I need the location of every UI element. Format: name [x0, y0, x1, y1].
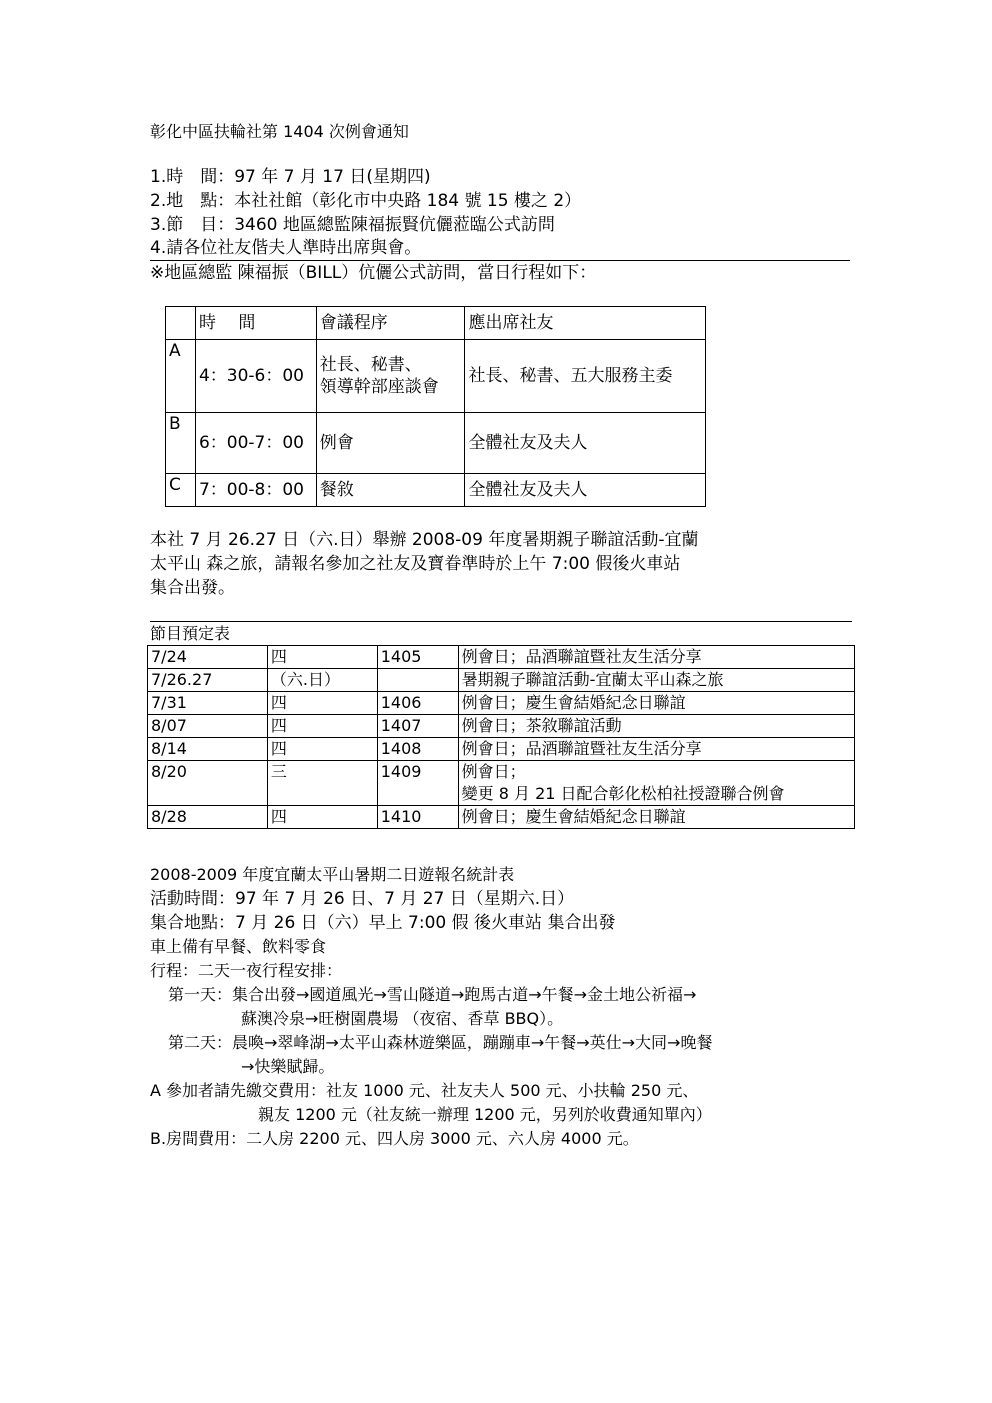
trip-place: 集合地點：7 月 26 日（六）早上 7:00 假 後火車站 集合出發	[150, 913, 616, 933]
trip-time: 活動時間：97 年 7 月 26 日、7 月 27 日（星期六.日）	[150, 889, 575, 909]
trip-day1-line: 第一天：集合出發→國道風光→雪山隧道→跑馬古道→午餐→金土地公祈福→	[168, 985, 697, 1004]
notice-item-attend: 4.請各位社友偕夫人準時出席與會。	[150, 238, 422, 258]
trip-day2-line: 第二天：晨喚→翠峰湖→太平山森林遊樂區，蹦蹦車→午餐→英仕→大同→晚餐	[168, 1033, 713, 1052]
row-meeting-no: 1405	[377, 646, 458, 669]
row-desc-line: 例會日；	[461, 762, 526, 781]
row-day: 四	[267, 715, 377, 738]
row-attendees: 全體社友及夫人	[465, 413, 706, 474]
table-header-row	[166, 307, 706, 340]
row-desc: 例會日；慶生會結婚紀念日聯誼	[458, 806, 854, 829]
table-row	[148, 761, 855, 806]
row-date: 8/20	[148, 761, 268, 806]
trip-title: 2008-2009 年度宜蘭太平山暑期二日遊報名統計表	[150, 865, 515, 884]
row-program: 例會	[316, 413, 465, 474]
row-time: 4：30-6：00	[195, 340, 316, 413]
table-row	[148, 692, 855, 715]
trip-fee-line: A 參加者請先繳交費用：社友 1000 元、社友夫人 500 元、小扶輪 250 元、	[150, 1081, 699, 1100]
row-day: 四	[267, 806, 377, 829]
row-desc: 例會日；茶敘聯誼活動	[458, 715, 854, 738]
table-row	[166, 474, 706, 507]
row-desc: 暑期親子聯誼活動-宜蘭太平山森之旅	[458, 669, 854, 692]
table-header-cell: 會議程序	[316, 307, 465, 340]
table-row	[148, 669, 855, 692]
row-date: 8/28	[148, 806, 268, 829]
trip-notice-line: 本社 7 月 26.27 日（六.日）舉辦 2008-09 年度暑期親子聯誼活動-宜蘭	[150, 530, 699, 550]
row-attendees: 全體社友及夫人	[465, 474, 706, 507]
trip-room-fee: B.房間費用：二人房 2200 元、四人房 3000 元、六人房 4000 元。	[150, 1129, 639, 1148]
table-row	[166, 340, 706, 413]
row-date: 8/07	[148, 715, 268, 738]
table-row	[148, 715, 855, 738]
row-desc: 例會日；品酒聯誼暨社友生活分享	[458, 646, 854, 669]
row-time: 6：00-7：00	[195, 413, 316, 474]
table-row	[148, 738, 855, 761]
row-program: 餐敘	[316, 474, 465, 507]
trip-notice-line: 集合出發。	[150, 578, 235, 598]
row-program-line: 領導幹部座談會	[319, 377, 439, 397]
row-day: 四	[267, 692, 377, 715]
divider-line	[150, 621, 852, 622]
table-row	[166, 413, 706, 474]
row-meeting-no: 1409	[377, 761, 458, 806]
table-row	[148, 646, 855, 669]
row-program-line: 社長、秘書、	[319, 355, 422, 375]
visit-schedule-table	[165, 306, 706, 507]
row-desc	[458, 761, 854, 806]
trip-fee-line: 親友 1200 元（社友統一辦理 1200 元，另列於收費通知單內）	[258, 1105, 712, 1124]
trip-day1-line: 蘇澳冷泉→旺樹園農場 （夜宿、香草 BBQ）。	[241, 1009, 564, 1028]
row-day: （六.日）	[267, 669, 377, 692]
row-meeting-no: 1406	[377, 692, 458, 715]
notice-item-program: 3.節 目：3460 地區總監陳福振賢伉儷蒞臨公式訪問	[150, 215, 555, 235]
visit-line: ※地區總監 陳福振（BILL）伉儷公式訪問，當日行程如下：	[150, 263, 597, 283]
row-attendees: 社長、秘書、五大服務主委	[465, 340, 706, 413]
row-code: B	[166, 413, 196, 474]
row-desc: 例會日；慶生會結婚紀念日聯誼	[458, 692, 854, 715]
table-header-cell: 時 間	[195, 307, 316, 340]
trip-day2-line: →快樂賦歸。	[241, 1057, 335, 1076]
row-time: 7：00-8：00	[195, 474, 316, 507]
row-desc-line: 變更 8 月 21 日配合彰化松柏社授證聯合例會	[461, 784, 785, 803]
trip-meals: 車上備有早餐、飲料零食	[150, 937, 327, 956]
program-table-title: 節目預定表	[150, 624, 231, 643]
row-meeting-no: 1407	[377, 715, 458, 738]
row-code: A	[166, 340, 196, 413]
notice-title: 彰化中區扶輪社第 1404 次例會通知	[150, 122, 409, 141]
row-date: 7/24	[148, 646, 268, 669]
row-day: 四	[267, 646, 377, 669]
row-day: 四	[267, 738, 377, 761]
divider-line	[150, 260, 850, 261]
row-date: 7/26.27	[148, 669, 268, 692]
row-date: 7/31	[148, 692, 268, 715]
row-date: 8/14	[148, 738, 268, 761]
notice-item-place: 2.地 點：本社社館（彰化市中央路 184 號 15 樓之 2）	[150, 191, 582, 211]
row-desc: 例會日；品酒聯誼暨社友生活分享	[458, 738, 854, 761]
notice-item-time: 1.時 間：97 年 7 月 17 日(星期四)	[150, 167, 431, 187]
row-meeting-no: 1410	[377, 806, 458, 829]
table-header-cell: 應出席社友	[465, 307, 706, 340]
trip-itinerary-title: 行程：二天一夜行程安排：	[150, 961, 343, 980]
row-day: 三	[267, 761, 377, 806]
trip-notice-line: 太平山 森之旅，請報名參加之社友及寶眷準時於上午 7:00 假後火車站	[150, 554, 681, 574]
program-table	[147, 645, 855, 829]
table-header-cell	[166, 307, 196, 340]
row-code: C	[166, 474, 196, 507]
row-meeting-no	[377, 669, 458, 692]
row-meeting-no: 1408	[377, 738, 458, 761]
table-row	[148, 806, 855, 829]
row-program	[316, 340, 465, 413]
